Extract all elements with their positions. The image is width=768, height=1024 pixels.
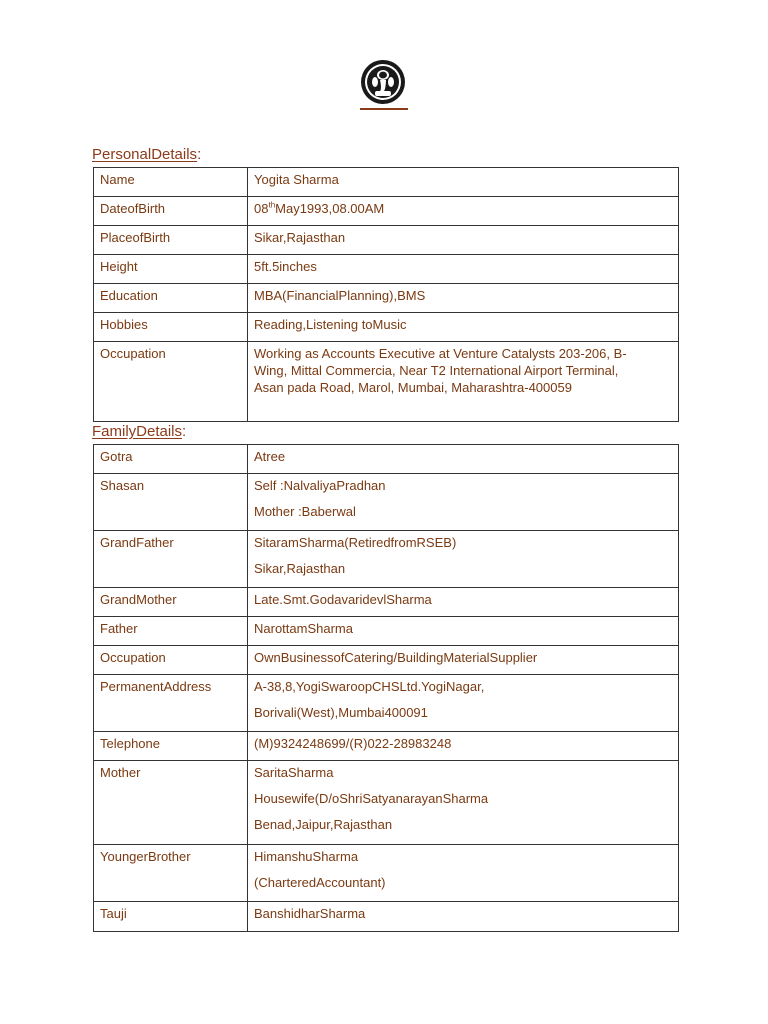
table-row — [94, 617, 679, 646]
table-row — [94, 531, 679, 588]
table-row — [94, 588, 679, 617]
row-label: PlaceofBirth — [94, 226, 248, 255]
row-label: GrandMother — [94, 588, 248, 617]
table-row — [94, 646, 679, 675]
row-value: A-38,8,YogiSwaroopCHSLtd.YogiNagar, Borivali(West),Mumbai400091 — [248, 675, 679, 732]
row-label: DateofBirth — [94, 197, 248, 226]
row-label: Occupation — [94, 342, 248, 422]
row-label: Name — [94, 168, 248, 197]
row-value: Self :NalvaliyaPradhan Mother :Baberwal — [248, 474, 679, 531]
family-details-heading: FamilyDetails: — [92, 423, 187, 440]
row-label: Tauji — [94, 902, 248, 932]
table-row — [94, 284, 679, 313]
row-value: MBA(FinancialPlanning),BMS — [248, 284, 679, 313]
row-label: Father — [94, 617, 248, 646]
row-label: Gotra — [94, 445, 248, 474]
personal-details-table — [93, 167, 679, 422]
row-label: Telephone — [94, 732, 248, 761]
ganesha-emblem-icon — [358, 58, 408, 110]
row-value: SaritaSharma Housewife(D/oShriSatyanarayanSharma Benad,Jaipur,Rajasthan — [248, 761, 679, 845]
table-row — [94, 732, 679, 761]
row-label: Mother — [94, 761, 248, 845]
row-value: OwnBusinessofCatering/BuildingMaterialSupplier — [248, 646, 679, 675]
row-value: Reading,Listening toMusic — [248, 313, 679, 342]
row-label: YoungerBrother — [94, 845, 248, 902]
row-value: Late.Smt.GodavaridevlSharma — [248, 588, 679, 617]
row-value: Sikar,Rajasthan — [248, 226, 679, 255]
row-label: Height — [94, 255, 248, 284]
table-row — [94, 845, 679, 902]
row-value: Working as Accounts Executive at Venture Catalysts 203-206, B- Wing, Mittal Commercia, Near T2 International Airport Terminal, Asan pada Road, Marol, Mumbai, Maharashtra-400059 — [248, 342, 679, 422]
table-row — [94, 313, 679, 342]
row-label: Education — [94, 284, 248, 313]
row-value: Yogita Sharma — [248, 168, 679, 197]
table-row — [94, 342, 679, 422]
row-label: GrandFather — [94, 531, 248, 588]
table-row — [94, 761, 679, 845]
row-value: NarottamSharma — [248, 617, 679, 646]
table-row — [94, 474, 679, 531]
family-details-table — [93, 444, 679, 932]
row-label: Hobbies — [94, 313, 248, 342]
logo-underline — [360, 108, 408, 110]
row-value: SitaramSharma(RetiredfromRSEB) Sikar,Rajasthan — [248, 531, 679, 588]
row-value: (M)9324248699/(R)022-28983248 — [248, 732, 679, 761]
table-row — [94, 255, 679, 284]
table-row — [94, 675, 679, 732]
row-label: Occupation — [94, 646, 248, 675]
table-row — [94, 168, 679, 197]
row-label: Shasan — [94, 474, 248, 531]
row-label: PermanentAddress — [94, 675, 248, 732]
personal-details-heading: PersonalDetails: — [92, 146, 202, 163]
row-value: HimanshuSharma (CharteredAccountant) — [248, 845, 679, 902]
table-row — [94, 226, 679, 255]
row-value: Atree — [248, 445, 679, 474]
row-value: 08thMay1993,08.00AM — [248, 197, 679, 226]
table-row — [94, 902, 679, 932]
row-value: 5ft.5inches — [248, 255, 679, 284]
table-row — [94, 445, 679, 474]
table-row — [94, 197, 679, 226]
row-value: BanshidharSharma — [248, 902, 679, 932]
